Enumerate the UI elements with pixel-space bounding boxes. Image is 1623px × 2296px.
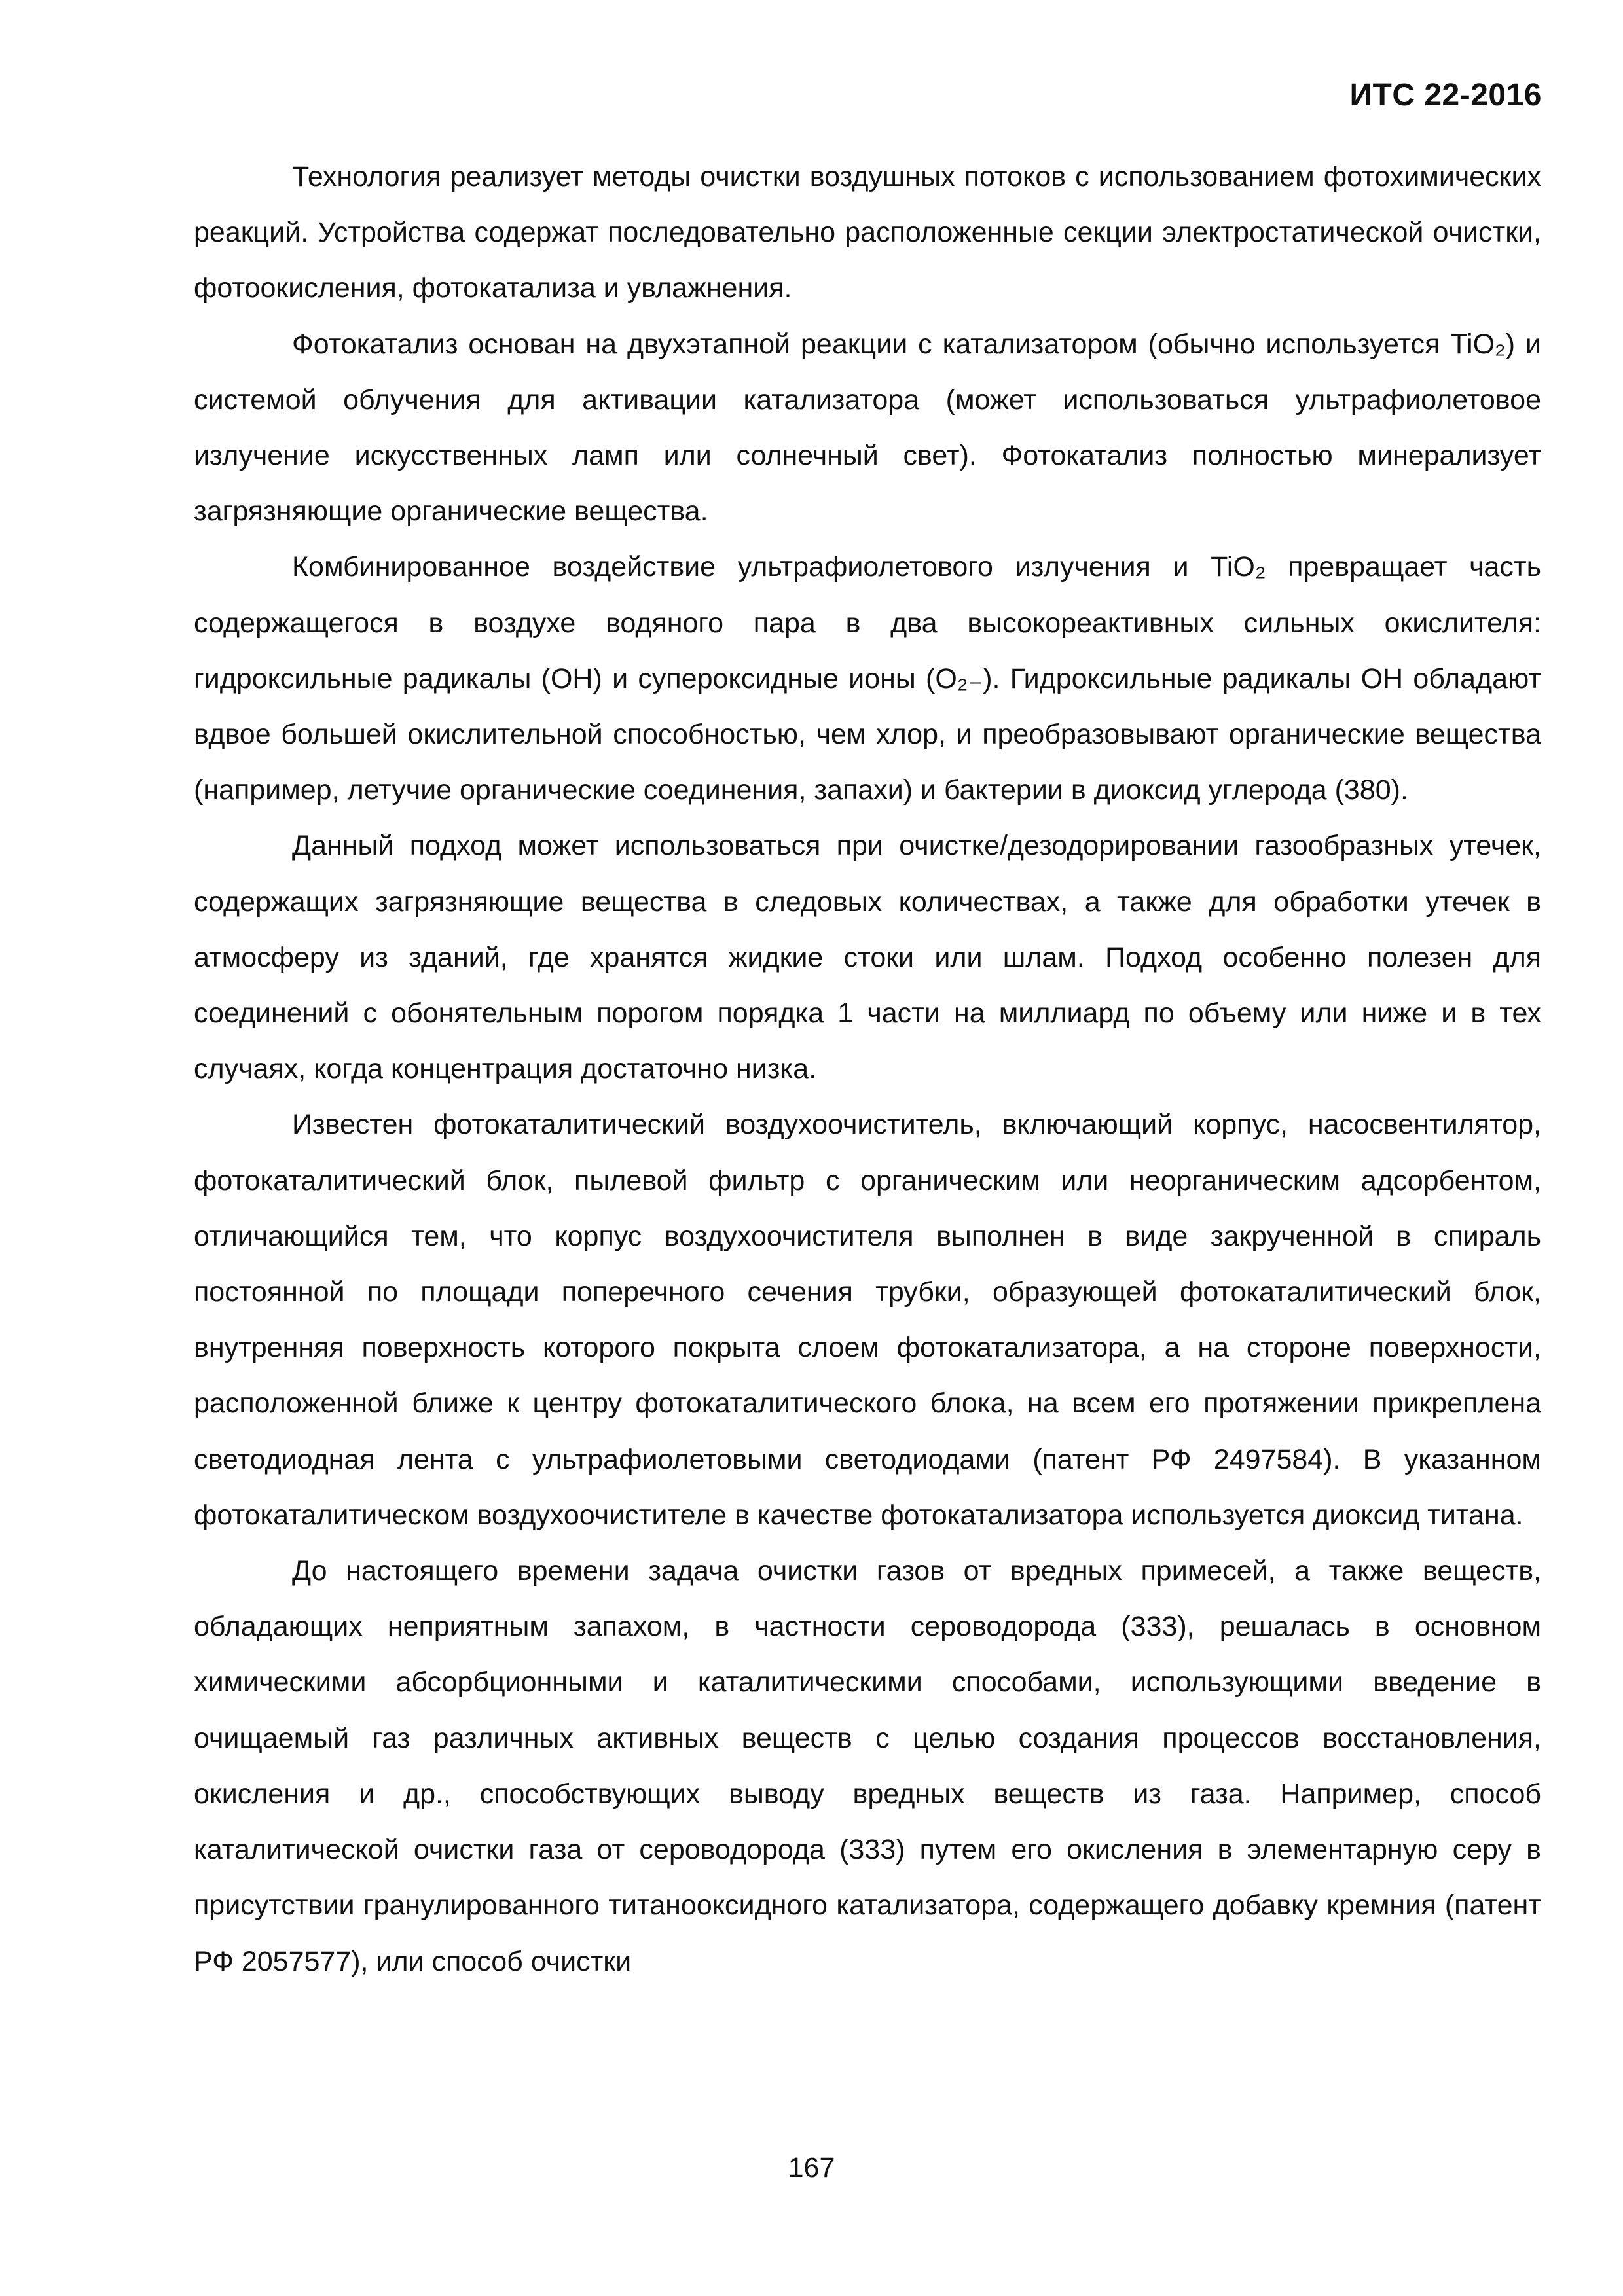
paragraph: До настоящего времени задача очистки газов от вредных примесей, а также веществ, обладающих неприятным запахом, в частности сероводорода (333), решалась в основном химическими абсорбционными и каталитическими способами, использующими введение в очищаемый газ различных активных веществ с целью создания процессов восстановления, окисления и др., способствующих выводу вредных веществ из газа. Например, способ каталитической очистки газа от сероводорода (333) путем его окисления в элементарную серу в присутствии гранулированного титанооксидного катализатора, содержащего добавку кремния (патент РФ 2057577), или способ очистки <box>194 1555 1541 1977</box>
paragraph: Фотокатализ основан на двухэтапной реакции с катализатором (обычно используется TiO₂) и системой облучения для активации катализатора (может использоваться ультрафиолетовое излучение искусственных ламп или солнечный свет). Фотокатализ полностью минерализует загрязняющие органические вещества. <box>194 328 1541 528</box>
paragraph: Данный подход может использоваться при очистке/дезодорировании газообразных утечек, содержащих загрязняющие вещества в следовых количествах, а также для обработки утечек в атмосферу из зданий, где хранятся жидкие стоки или шлам. Подход особенно полезен для соединений с обонятельным порогом порядка 1 части на миллиард по объему или ниже и в тех случаях, когда концентрация достаточно низка. <box>194 830 1541 1085</box>
document-body <box>194 149 1541 1990</box>
document-code-header: ИТС 22-2016 <box>1349 78 1542 113</box>
page-number: 167 <box>788 2152 835 2183</box>
paragraph: Комбинированное воздействие ультрафиолетового излучения и TiO₂ превращает часть содержащегося в воздухе водяного пара в два высокореактивных сильных окислителя: гидроксильные радикалы (OH) и супероксидные ионы (O₂₋). Гидроксильные радикалы OH обладают вдвое большей окислительной способностью, чем хлор, и преобразовывают органические вещества (например, летучие органические соединения, запахи) и бактерии в диоксид углерода (380). <box>194 551 1541 806</box>
paragraph: Технология реализует методы очистки воздушных потоков с использованием фотохимических реакций. Устройства содержат последовательно расположенные секции электростатической очистки, фотоокисления, фотокатализа и увлажнения. <box>194 161 1541 304</box>
paragraph: Известен фотокаталитический воздухоочиститель, включающий корпус, насосвентилятор, фотокаталитический блок, пылевой фильтр с органическим или неорганическим адсорбентом, отличающийся тем, что корпус воздухоочистителя выполнен в виде закрученной в спираль постоянной по площади поперечного сечения трубки, образующей фотокаталитический блок, внутренняя поверхность которого покрыта слоем фотокатализатора, а на стороне поверхности, расположенной ближе к центру фотокаталитического блока, на всем его протяжении прикреплена светодиодная лента с ультрафиолетовыми светодиодами (патент РФ 2497584). В указанном фотокаталитическом воздухоочистителе в качестве фотокатализатора используется диоксид титана. <box>194 1109 1541 1531</box>
